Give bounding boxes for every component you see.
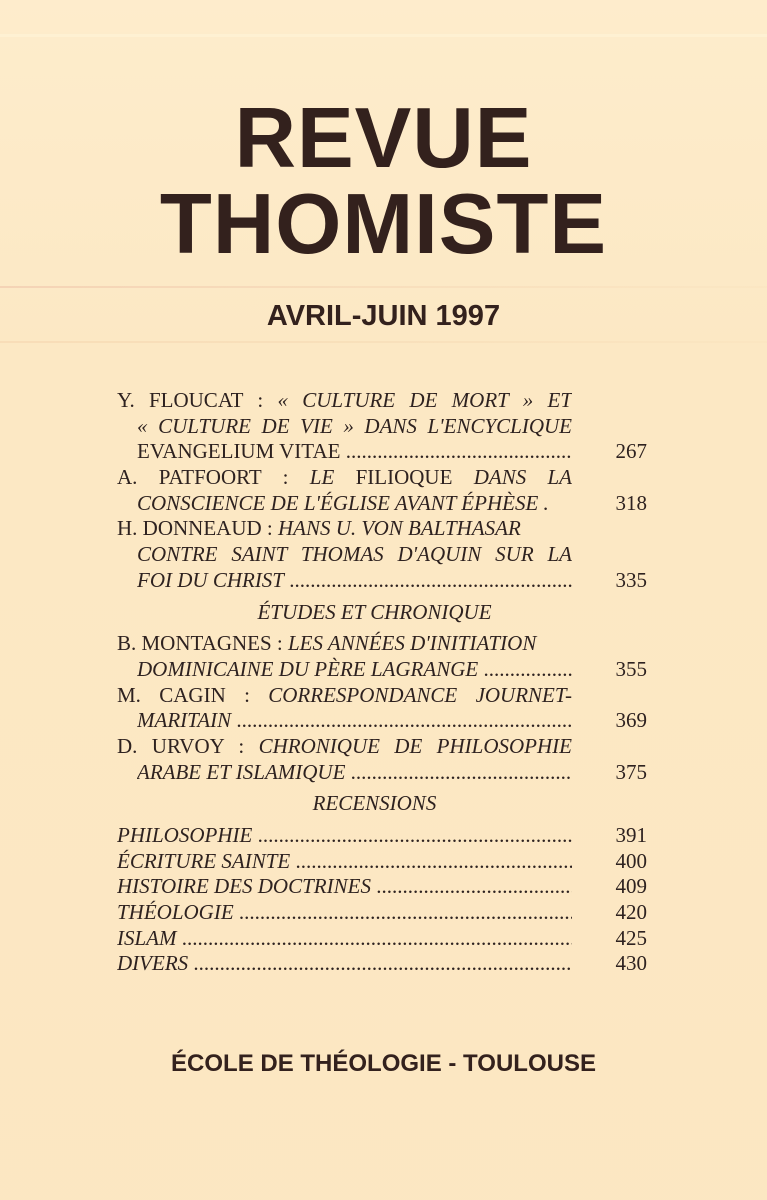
toc-entry-recension — [117, 823, 652, 849]
page-number: 430 — [615, 951, 647, 976]
page-number: 318 — [615, 490, 647, 515]
toc-entry-line — [117, 568, 652, 594]
title-line: HANS U. VON BALTHASAR — [278, 516, 521, 541]
title-line: CHRONIQUE DE PHILOSOPHIE — [258, 733, 572, 758]
toc-entry-donneaud — [117, 516, 652, 542]
page-number: 375 — [615, 759, 647, 784]
toc-entry-recension — [117, 900, 652, 926]
title-line: CONTRE SAINT THOMAS D'AQUIN SUR LA — [137, 542, 572, 567]
paper-streak — [0, 341, 767, 343]
author: H. DONNEAUD : — [117, 516, 273, 541]
title-line: CORRESPONDANCE JOURNET- — [268, 682, 572, 707]
toc-entry-line — [117, 708, 652, 734]
toc-entry-line — [117, 542, 652, 568]
recension-label: PHILOSOPHIE ..... — [117, 823, 572, 847]
issue-date: AVRIL-JUIN 1997 — [266, 300, 501, 332]
paper-streak — [0, 286, 767, 288]
page-number: 420 — [615, 900, 647, 925]
author: D. URVOY : — [117, 733, 245, 758]
toc-entry-recension — [117, 926, 652, 952]
page-number: 267 — [615, 439, 647, 464]
title-line: LES ANNÉES D'INITIATION — [288, 631, 537, 656]
section-heading-recensions: RECENSIONS — [312, 791, 437, 816]
title-word: DANS LA — [473, 465, 572, 490]
recension-label: ISLAM ..... — [117, 926, 572, 950]
page-number: 335 — [615, 567, 647, 592]
toc-entry-line — [117, 491, 652, 517]
recension-label: DIVERS ..... — [117, 951, 572, 975]
page-number: 425 — [615, 925, 647, 950]
recension-label: ÉCRITURE SAINTE ..... — [117, 849, 572, 873]
publisher: ÉCOLE DE THÉOLOGIE - TOULOUSE — [171, 1050, 596, 1077]
paper-streak — [0, 34, 767, 37]
toc-entry-cagin — [117, 683, 652, 709]
title-line: « CULTURE DE VIE » DANS L'ENCYCLIQUE — [137, 413, 572, 438]
toc-entry-patfoort — [117, 465, 652, 491]
toc-entry-floucat — [117, 388, 652, 414]
recension-label: THÉOLOGIE ..... — [117, 900, 572, 924]
toc-entry-line — [117, 439, 652, 465]
title-line: EVANGELIUM VITAE ..... — [137, 439, 572, 463]
page-number: 369 — [615, 708, 647, 733]
page-number: 409 — [615, 874, 647, 899]
table-of-contents — [117, 388, 652, 977]
title-line: FOI DU CHRIST ..... — [137, 568, 572, 592]
author: B. MONTAGNES : — [117, 631, 283, 656]
page-number: 400 — [615, 848, 647, 873]
author: Y. FLOUCAT : — [117, 388, 264, 412]
title-line: MARITAIN ..... — [137, 708, 572, 732]
toc-entry-line — [117, 414, 652, 440]
recension-label: HISTOIRE DES DOCTRINES ..... — [117, 874, 572, 898]
toc-entry-recension — [117, 874, 652, 900]
title-word: FILIOQUE — [355, 465, 453, 490]
page-number: 391 — [615, 823, 647, 847]
title-line: CONSCIENCE DE L'ÉGLISE AVANT ÉPHÈSE . — [137, 490, 549, 515]
toc-entry-urvoy — [117, 734, 652, 760]
title-line: « CULTURE DE MORT » ET — [277, 388, 572, 412]
title-line: ARABE ET ISLAMIQUE ..... — [137, 760, 572, 784]
toc-entry-line — [117, 657, 652, 683]
toc-entry-line — [117, 760, 652, 786]
page-number: 355 — [615, 656, 647, 681]
author: M. CAGIN : — [117, 682, 250, 707]
toc-entry-recension — [117, 951, 652, 977]
toc-entry-montagnes — [117, 631, 652, 657]
title-word: LE — [309, 465, 335, 490]
author: A. PATFOORT : — [117, 465, 289, 490]
journal-title-line1: REVUE — [234, 91, 533, 186]
section-heading-etudes: ÉTUDES ET CHRONIQUE — [257, 599, 492, 624]
title-line: DOMINICAINE DU PÈRE LAGRANGE ..... — [137, 657, 572, 681]
journal-title-line2: THOMISTE — [159, 177, 608, 272]
toc-entry-recension — [117, 849, 652, 875]
